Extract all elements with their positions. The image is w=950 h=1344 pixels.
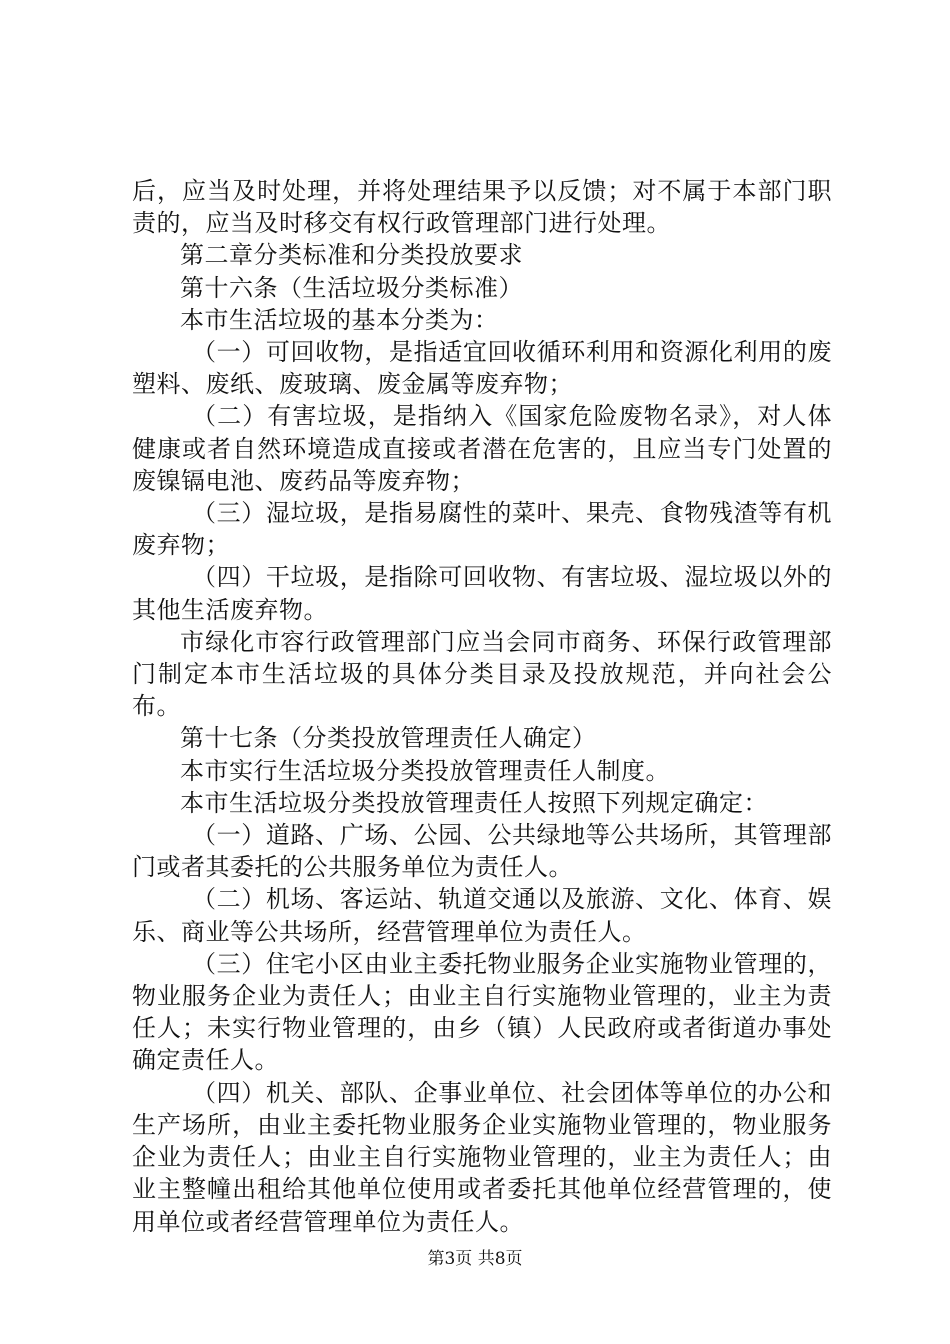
page-footer <box>0 1244 950 1269</box>
chapter-heading: 第二章分类标准和分类投放要求 <box>180 241 523 270</box>
paragraph: 市绿化市容行政管理部门应当会同市商务、环保行政管理部门制定本市生活垃圾的具体分类目录及投放规范，并向社会公布。 <box>132 627 832 721</box>
paragraph: 本市实行生活垃圾分类投放管理责任人制度。 <box>180 756 670 785</box>
article-heading: 第十六条（生活垃圾分类标准） <box>180 273 523 302</box>
list-item: （三）住宅小区由业主委托物业服务企业实施物业管理的，物业服务企业为责任人；由业主自行实施物业管理的，业主为责任人；未实行物业管理的，由乡（镇）人民政府或者街道办事处确定责任人。 <box>132 949 832 1075</box>
paragraph: 本市生活垃圾的基本分类为： <box>180 305 499 334</box>
article-heading: 第十七条（分类投放管理责任人确定） <box>180 724 597 753</box>
paragraph: 后，应当及时处理，并将处理结果予以反馈；对不属于本部门职责的，应当及时移交有权行政管理部门进行处理。 <box>132 177 832 238</box>
list-item: （四）机关、部队、企事业单位、社会团体等单位的办公和生产场所，由业主委托物业服务企业实施物业管理的，物业服务企业为责任人；由业主自行实施物业管理的，业主为责任人；由业主整幢出租给其他单位使用或者委托其他单位经营管理的，使用单位或者经营管理单位为责任人。 <box>132 1078 832 1236</box>
list-item: （三）湿垃圾，是指易腐性的菜叶、果壳、食物残渣等有机废弃物； <box>132 499 832 560</box>
page-number: 第3页 共8页 <box>427 1249 523 1269</box>
list-item: （二）机场、客运站、轨道交通以及旅游、文化、体育、娱乐、商业等公共场所，经营管理单位为责任人。 <box>132 885 832 946</box>
list-item: （四）干垃圾，是指除可回收物、有害垃圾、湿垃圾以外的其他生活废弃物。 <box>132 563 832 624</box>
paragraph: 本市生活垃圾分类投放管理责任人按照下列规定确定： <box>180 788 768 817</box>
document-body <box>132 175 832 1238</box>
list-item: （一）可回收物，是指适宜回收循环利用和资源化利用的废塑料、废纸、废玻璃、废金属等废弃物； <box>132 338 832 399</box>
list-item: （二）有害垃圾，是指纳入《国家危险废物名录》，对人体健康或者自然环境造成直接或者潜在危害的，且应当专门处置的废镍镉电池、废药品等废弃物； <box>132 402 832 495</box>
list-item: （一）道路、广场、公园、公共绿地等公共场所，其管理部门或者其委托的公共服务单位为责任人。 <box>132 821 832 882</box>
